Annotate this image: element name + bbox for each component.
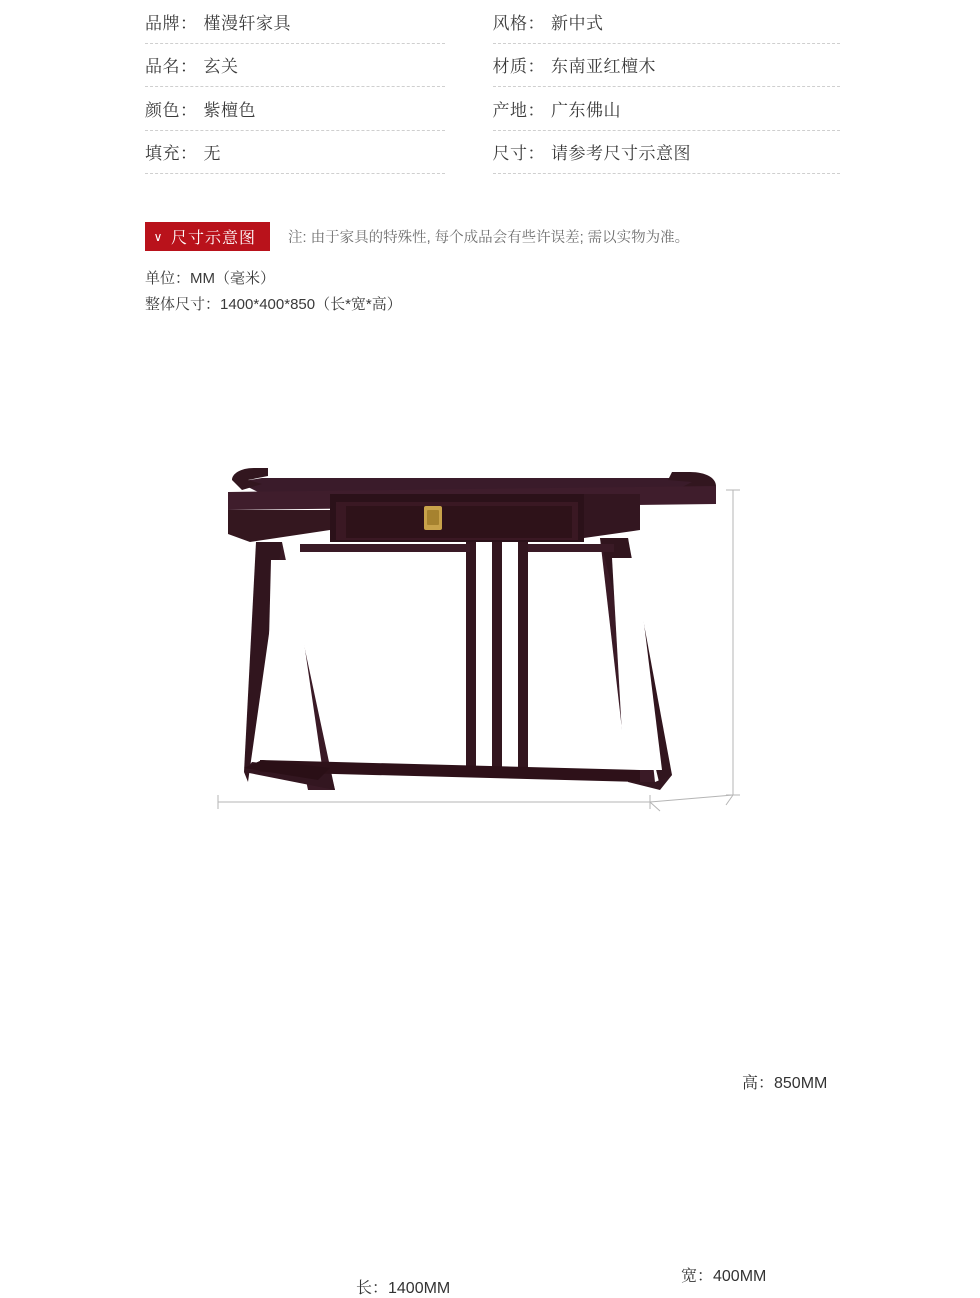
spec-row (493, 44, 841, 88)
spec-label: 尺寸： (492, 144, 545, 164)
spec-row (493, 131, 841, 175)
spec-value: 无 (203, 144, 221, 164)
spec-row (145, 44, 445, 88)
unit-info (145, 266, 402, 318)
table-body (228, 468, 716, 790)
spec-value: 东南亚红檀木 (551, 57, 656, 77)
dimension-length-label: 长：1400MM (356, 1280, 451, 1297)
size-diagram-image (0, 430, 980, 1297)
spec-row (493, 0, 841, 44)
spec-value: 紫檀色 (203, 100, 256, 120)
section-header (145, 222, 689, 251)
dimension-width-label: 宽：400MM (681, 1268, 767, 1285)
dimension-height-label: 高：850MM (742, 1075, 828, 1092)
size-diagram-badge (145, 222, 270, 251)
spec-value: 请参考尺寸示意图 (551, 144, 691, 164)
spec-label: 颜色： (145, 100, 198, 120)
spec-label: 产地： (492, 100, 545, 120)
spec-value: 玄关 (203, 57, 239, 77)
spec-value: 新中式 (551, 13, 604, 33)
spec-row (493, 87, 841, 131)
unit-line: 单位：MM（毫米） (145, 270, 275, 287)
spec-row (145, 131, 445, 175)
spec-label: 风格： (492, 13, 545, 33)
spec-label: 品牌： (145, 13, 198, 33)
chevron-down-icon: ∨ (153, 229, 163, 244)
spec-label: 填充： (145, 144, 198, 164)
spec-label: 材质： (492, 57, 545, 77)
spec-value: 广东佛山 (551, 100, 621, 120)
size-diagram-note: 注: 由于家具的特殊性, 每个成品会有些许误差; 需以实物为准。 (288, 230, 690, 246)
spec-row (145, 87, 445, 131)
spec-column-left (145, 0, 493, 174)
console-table-drawing (0, 430, 980, 900)
spec-column-right (493, 0, 841, 174)
spec-value: 槿漫轩家具 (203, 13, 291, 33)
unit-line: 整体尺寸：1400*400*850（长*宽*高） (145, 296, 402, 313)
spec-label: 品名： (145, 57, 198, 77)
spec-row (145, 0, 445, 44)
spec-table (145, 0, 840, 174)
size-diagram-title: 尺寸示意图 (171, 230, 257, 247)
